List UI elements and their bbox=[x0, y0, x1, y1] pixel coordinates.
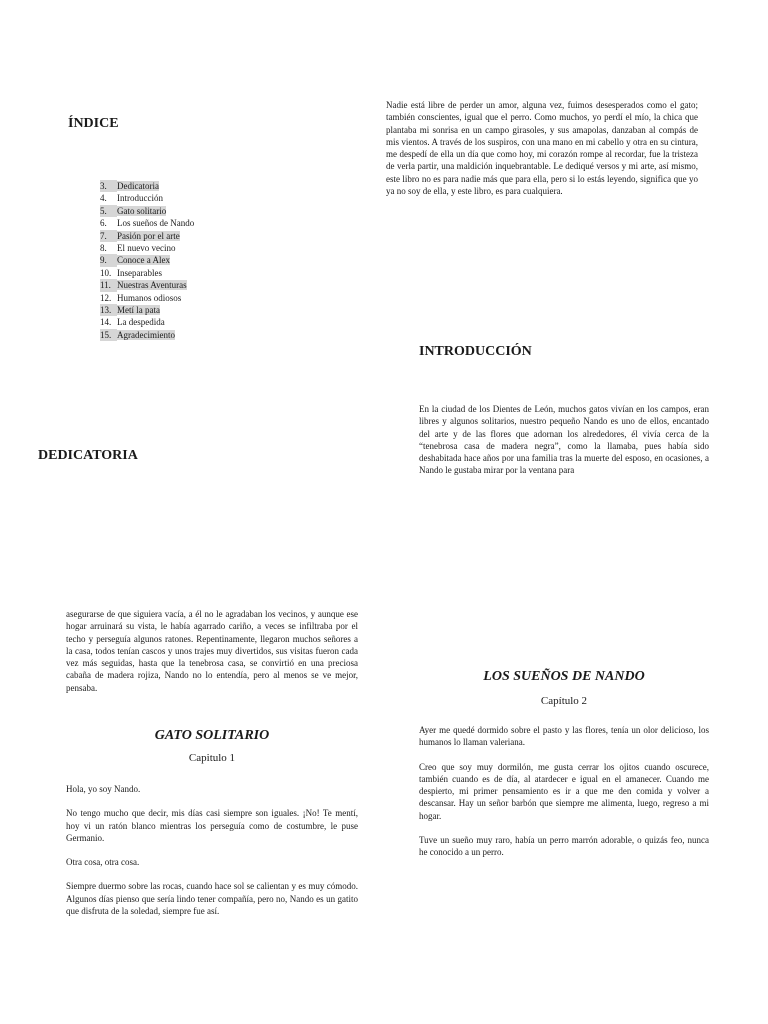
toc-item bbox=[100, 329, 194, 341]
toc-item-label: Humanos odiosos bbox=[117, 292, 182, 303]
chapter1-paragraph: Hola, yo soy Nando. bbox=[66, 784, 141, 794]
toc-item-number: 11. bbox=[100, 279, 117, 291]
toc-item-number: 13. bbox=[100, 304, 117, 316]
chapter1-body bbox=[66, 783, 358, 917]
toc-item-number: 5. bbox=[100, 205, 117, 217]
toc-item-number: 8. bbox=[100, 242, 107, 253]
chapter1-paragraph: No tengo mucho que decir, mis días casi siempre son iguales. ¡No! Te mentí, hoy vi un ratón blanco mientras los perseguía como de costumbre, le puse Germanio. bbox=[66, 808, 358, 843]
toc-item-number: 6. bbox=[100, 218, 107, 229]
toc-item bbox=[100, 242, 194, 254]
toc-item-label: Pasión por el arte bbox=[117, 230, 180, 241]
toc-item-label: Nuestras Aventuras bbox=[117, 280, 187, 291]
toc-item bbox=[100, 180, 194, 192]
toc-item bbox=[100, 230, 194, 242]
toc-item-number: 3. bbox=[100, 180, 117, 192]
chapter1-paragraph: Otra cosa, otra cosa. bbox=[66, 857, 140, 868]
dedication-title: DEDICATORIA bbox=[38, 448, 138, 463]
toc-item bbox=[100, 304, 194, 316]
toc-item-number: 9. bbox=[100, 254, 117, 266]
chapter2-title: LOS SUEÑOS DE NANDO bbox=[483, 669, 645, 684]
introduction-text: En la ciudad de los Dientes de León, muchos gatos vivían en los campos, eran libres y algunos solitarios, nuestro pequeño Nando es uno de ellos, encantado del arte y de las flores que adornan los alrededores, él vivía cerca de la “tenebrosa casa de madera negra”, como la llamaba, pues había sido deshabitada hace años por una familia tras la muerte del esposo, en ocasiones, a Nando le gustaba mirar por la ventana para bbox=[419, 404, 709, 476]
toc-list bbox=[100, 180, 194, 341]
toc-item-label: Gato solitario bbox=[117, 205, 167, 216]
toc-item-label: El nuevo vecino bbox=[117, 242, 176, 253]
toc-item-number: 15. bbox=[100, 329, 117, 341]
toc-item bbox=[100, 267, 194, 279]
toc-item bbox=[100, 292, 194, 304]
dedication-text: Nadie está libre de perder un amor, alguna vez, fuimos desesperados como el gato; también conscientes, igual que el perro. Como muchos, yo perdí el mío, la chica que plantaba mi sonrisa en un campo girasoles, y sus amapolas, danzaban al compás de mis vientos. A través de los suspiros, con una mano en mi cabello y otra en su cintura, me despedí de ella un día que como hoy, mi corazón rompe al recordar, fue la tristeza de verla partir, una maldición inquebrantable. Le dediqué versos y mi arte, así mismo, este libro no es para nadie más que para ella, pero si lo estás leyendo, significa que yo ya no soy de ella, y este libro, es para cualquiera. bbox=[386, 100, 698, 197]
chapter2-paragraph: Tuve un sueño muy raro, había un perro marrón adorable, o quizás feo, nunca he conocido a un perro. bbox=[419, 835, 709, 858]
chapter1-subtitle: Capitulo 1 bbox=[188, 752, 236, 764]
toc-item-label: Los sueños de Nando bbox=[117, 218, 195, 229]
toc-item bbox=[100, 279, 194, 291]
toc-item-label: Metí la pata bbox=[117, 304, 160, 315]
toc-item-number: 4. bbox=[100, 193, 107, 204]
toc-item-label: Introducción bbox=[117, 193, 163, 204]
toc-item-label: Conoce a Alex bbox=[117, 255, 170, 266]
chapter2-paragraph: Creo que soy muy dormilón, me gusta cerrar los ojitos cuando oscurece, también cuando es de día, al atardecer e igual en el amanecer. Cuando me despierto, mi primer pensamiento es ir a que me den comida y volver a descansar. Hay un señor barbón que siempre me alimenta, luego, regreso a mi hogar. bbox=[419, 761, 709, 821]
chapter2-subtitle: Capítulo 2 bbox=[540, 695, 588, 707]
chapter1-paragraph: Siempre duermo sobre las rocas, cuando hace sol se calientan y es muy cómodo. Algunos días pienso que sería lindo tener compañía, pero no, Nando es un gatito que disfruta de la soledad, siempre fue así. bbox=[66, 881, 358, 917]
toc-item-label: Dedicatoria bbox=[117, 181, 159, 191]
toc-item bbox=[100, 254, 194, 266]
toc-item-label: Inseparables bbox=[117, 267, 162, 278]
introduction-title: INTRODUCCIÓN bbox=[419, 344, 532, 359]
toc-item-number: 12. bbox=[100, 292, 112, 303]
chapter1-title: GATO SOLITARIO bbox=[154, 728, 270, 743]
toc-item-number: 7. bbox=[100, 230, 117, 242]
toc-item bbox=[100, 205, 194, 217]
toc-item-number: 14. bbox=[100, 317, 112, 328]
toc-item bbox=[100, 217, 194, 229]
introduction-continuation: asegurarse de que siguiera vacía, a él no le agradaban los vecinos, y aunque ese hogar arruinará su vista, le había agarrado cariño, a veces se infiltraba por el techo y perseguía algunos ratones. Repentinamente, llegaron muchos señores a la casa, todos tenían cascos y unos trajes muy divertidos, sus visitas fueron cada vez más seguidas, hasta que la tenebrosa casa, se convirtió en una preciosa cabaña de madera rojiza, Nando no lo entendía, pero al menos se ve mejor, pensaba. bbox=[66, 609, 358, 693]
toc-item bbox=[100, 316, 194, 328]
toc-title: ÍNDICE bbox=[68, 116, 119, 131]
toc-item-label: La despedida bbox=[117, 317, 165, 328]
chapter2-paragraph: Ayer me quedé dormido sobre el pasto y las flores, tenía un olor delicioso, los humanos lo llaman valeriana. bbox=[419, 725, 709, 748]
chapter2-body bbox=[419, 724, 709, 859]
toc-item bbox=[100, 192, 194, 204]
toc-item-number: 10. bbox=[100, 267, 112, 278]
toc-item-label: Agradecimiento bbox=[117, 329, 175, 340]
